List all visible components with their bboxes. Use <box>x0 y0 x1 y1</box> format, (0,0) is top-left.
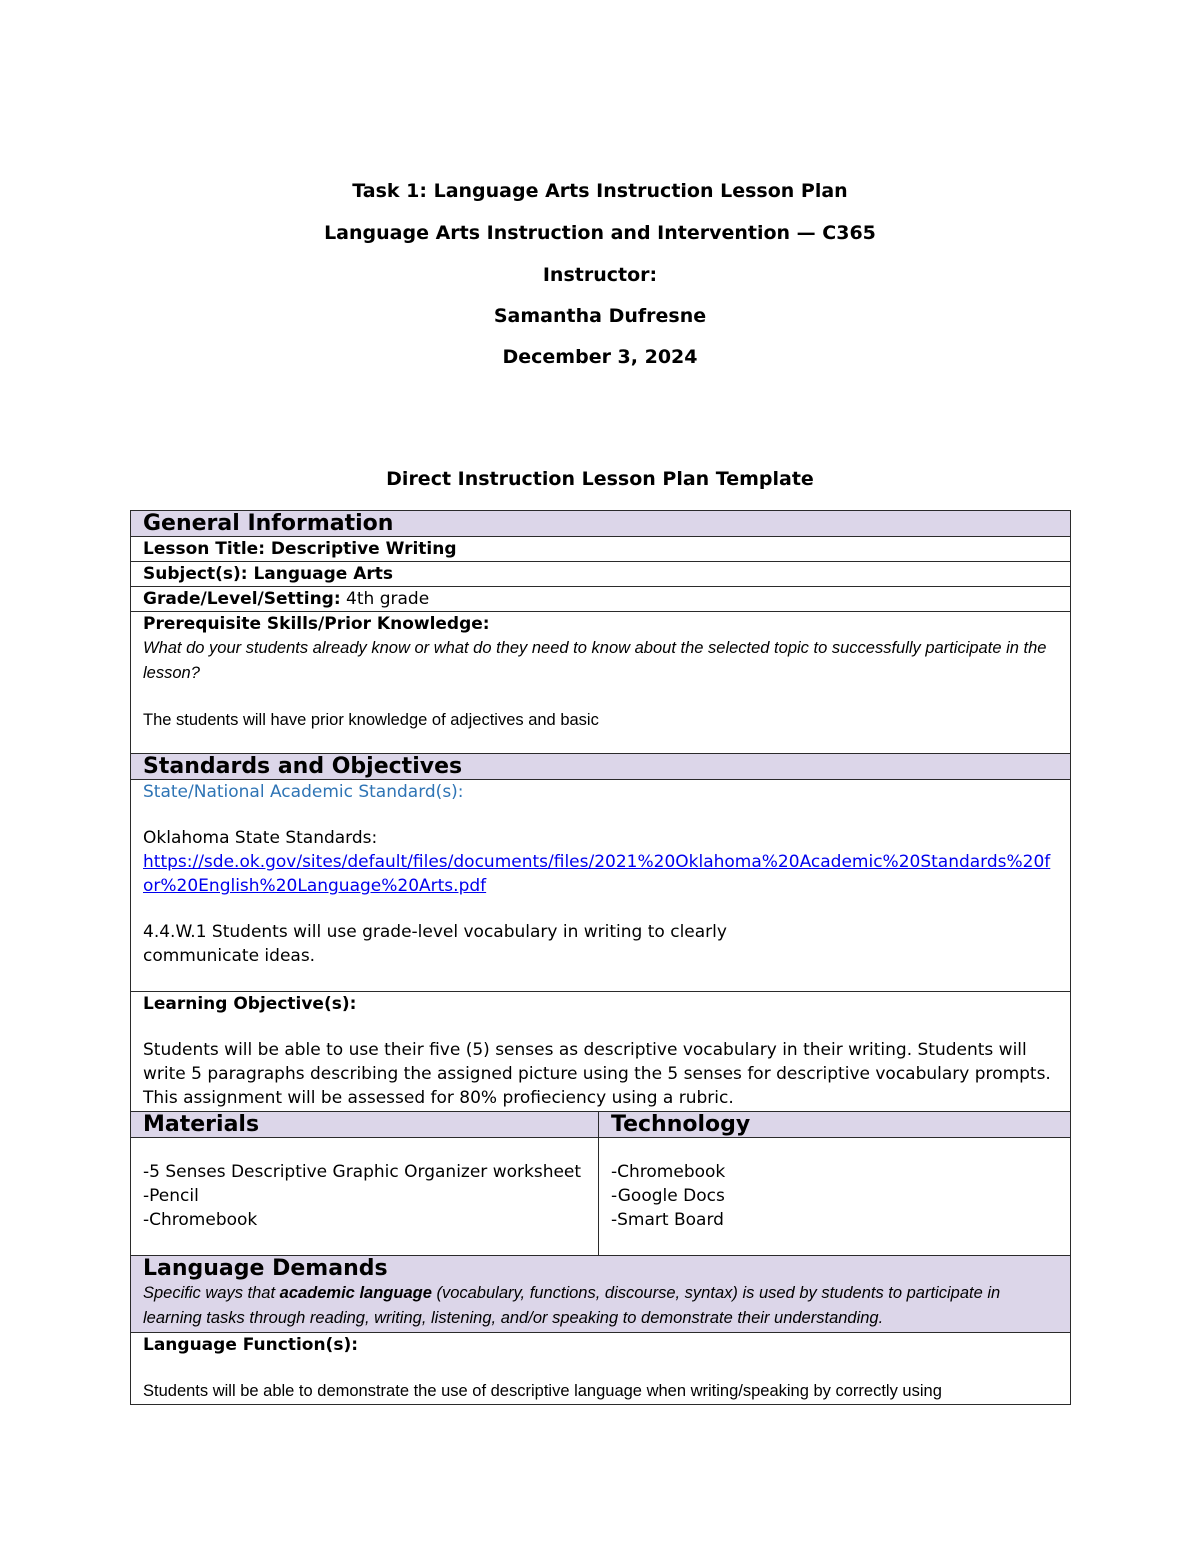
standards-cell <box>131 780 1071 992</box>
author-name: Samantha Dufresne <box>493 305 707 327</box>
language-description: Specific ways that academic language (vocabulary, functions, discourse, syntax) is used by students to participate in learning tasks through reading, writing, listening, and/or speaking to demonstrate their understanding. <box>143 1284 1001 1327</box>
prereq-answer: The students will have prior knowledge of adjectives and basic <box>143 711 599 729</box>
language-header-cell <box>131 1256 1071 1333</box>
template-title: Direct Instruction Lesson Plan Template <box>386 468 814 490</box>
grade-label: Grade/Level/Setting: <box>143 589 341 609</box>
materials-item: -5 Senses Descriptive Graphic Organizer worksheet <box>143 1162 582 1182</box>
state-standards-label: State/National Academic Standard(s): <box>143 782 464 802</box>
grade-row <box>131 587 1071 612</box>
materials-tech-header-row <box>131 1112 1071 1138</box>
prereq-row <box>131 612 1071 754</box>
prereq-prompt: What do your students already know or what do they need to know about the selected topic to successfully participate in the lesson? <box>143 639 1047 682</box>
prereq-cell <box>131 612 1071 754</box>
general-info-header: General Information <box>143 511 394 536</box>
standard-text-line2: communicate ideas. <box>143 946 316 966</box>
language-header-row <box>131 1256 1071 1333</box>
materials-header: Materials <box>143 1112 260 1137</box>
prereq-label: Prerequisite Skills/Prior Knowledge: <box>143 614 490 634</box>
subjects-row <box>131 562 1071 587</box>
technology-item: -Smart Board <box>611 1210 724 1230</box>
standards-header: Standards and Objectives <box>143 754 463 779</box>
language-function-cell <box>131 1333 1071 1405</box>
standard-text-line1: 4.4.W.1 Students will use grade-level vocabulary in writing to clearly <box>143 922 727 942</box>
materials-item: -Pencil <box>143 1186 199 1206</box>
language-function-label: Language Function(s): <box>143 1335 359 1355</box>
materials-tech-row <box>131 1138 1071 1256</box>
document-date: December 3, 2024 <box>502 346 698 368</box>
lesson-title-row <box>131 537 1071 562</box>
materials-item: -Chromebook <box>143 1210 258 1230</box>
technology-item: -Google Docs <box>611 1186 725 1206</box>
general-info-header-row <box>131 511 1071 537</box>
objective-row <box>131 992 1071 1112</box>
lesson-plan-table <box>130 510 1071 1405</box>
technology-cell <box>599 1138 1071 1256</box>
technology-header: Technology <box>611 1112 751 1137</box>
language-function-row <box>131 1333 1071 1405</box>
objective-cell <box>131 992 1071 1112</box>
language-function-text: Students will be able to demonstrate the use of descriptive language when writing/speaking by correctly using <box>143 1382 942 1400</box>
technology-item: -Chromebook <box>611 1162 726 1182</box>
lesson-title: Lesson Title: Descriptive Writing <box>131 537 1071 562</box>
language-header: Language Demands <box>143 1256 388 1281</box>
course-title: Language Arts Instruction and Intervention — C365 <box>324 222 876 244</box>
objective-label: Learning Objective(s): <box>143 994 357 1014</box>
instructor-label: Instructor: <box>542 264 658 286</box>
grade-value: 4th grade <box>340 589 430 609</box>
standards-link[interactable]: https://sde.ok.gov/sites/default/files/documents/files/2021%20Oklahoma%20Academic%20Standards%20for%20English%20Language%20Arts.pdf <box>143 852 1051 896</box>
standards-row <box>131 780 1071 992</box>
materials-cell <box>131 1138 599 1256</box>
objective-text: Students will be able to use their five (5) senses as descriptive vocabulary in their writing. Students will write 5 paragraphs describing the assigned picture using the 5 senses for descriptive vocabulary prompts. This assignment will be assessed for 80% profieciency using a rubric. <box>143 1040 1051 1108</box>
document-title: Task 1: Language Arts Instruction Lesson Plan <box>352 180 848 202</box>
oklahoma-standards-label: Oklahoma State Standards: <box>143 828 378 848</box>
subjects: Subject(s): Language Arts <box>131 562 1071 587</box>
standards-header-row <box>131 754 1071 780</box>
